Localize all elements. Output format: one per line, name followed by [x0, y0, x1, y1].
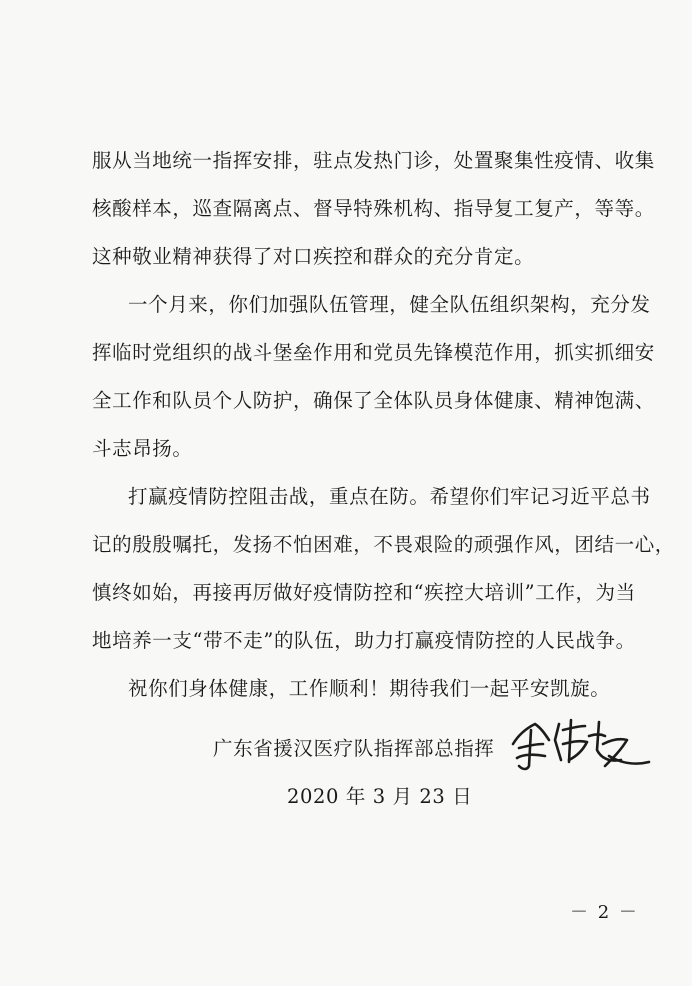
paragraph-2-line-4: 斗志昂扬。 [92, 437, 193, 460]
signature-organization: 广东省援汉医疗队指挥部总指挥 [213, 737, 495, 760]
page-number: － 2 － [570, 902, 639, 923]
paragraph-3-line-2: 记的殷殷嘱托，发扬不怕困难，不畏艰险的顽强作风，团结一心， [92, 533, 675, 556]
paragraph-3-line-1: 打赢疫情防控阻击战，重点在防。希望你们牢记习近平总书 [128, 485, 651, 508]
handwritten-signature [505, 700, 655, 780]
paragraph-2-line-1: 一个月来，你们加强队伍管理，健全队伍组织架构，充分发 [128, 293, 651, 316]
paragraph-4-line-1: 祝你们身体健康，工作顺利！期待我们一起平安凯旋。 [128, 677, 611, 700]
paragraph-1-line-2: 核酸样本，巡查隔离点、督导特殊机构、指导复工复产，等等。 [92, 197, 655, 220]
document-date: 2020 年 3 月 23 日 [287, 785, 473, 808]
paragraph-1-line-1: 服从当地统一指挥安排，驻点发热门诊，处置聚集性疫情、收集 [92, 149, 655, 172]
paragraph-3-line-4: 地培养一支“带不走”的队伍，助力打赢疫情防控的人民战争。 [92, 629, 636, 652]
paragraph-2-line-2: 挥临时党组织的战斗堡垒作用和党员先锋模范作用，抓实抓细安 [92, 341, 655, 364]
paragraph-2-line-3: 全工作和队员个人防护，确保了全体队员身体健康、精神饱满、 [92, 389, 655, 412]
paragraph-3-line-3: 慎终如始，再接再厉做好疫情防控和“疾控大培训”工作，为当 [92, 581, 636, 604]
paragraph-1-line-3: 这种敬业精神获得了对口疾控和群众的充分肯定。 [92, 245, 535, 268]
